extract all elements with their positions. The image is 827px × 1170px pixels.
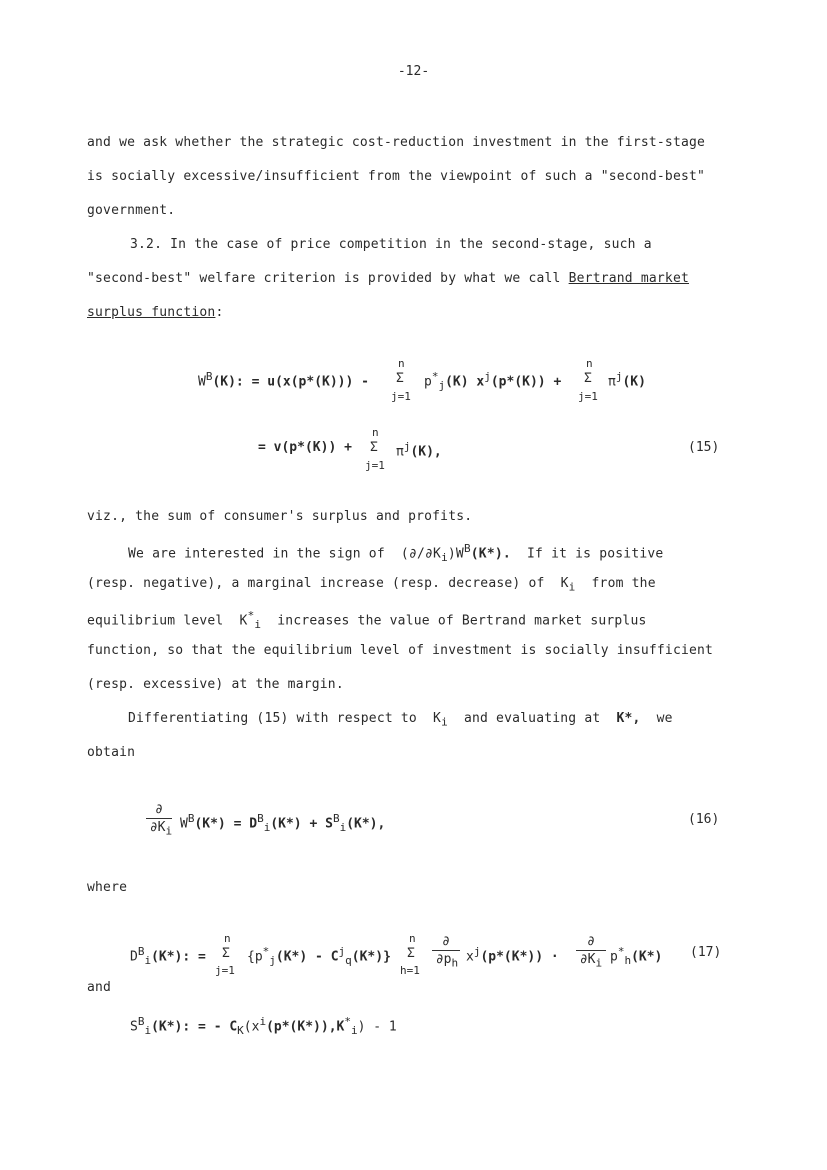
eq15-term1-rest: (K) x: [445, 374, 485, 390]
eqS-rest3: ) - 1: [357, 1019, 397, 1035]
fraction-bar: [146, 818, 172, 819]
sub: i: [595, 956, 603, 970]
sup: B: [332, 812, 340, 825]
sum-bottom: j=1: [391, 390, 411, 403]
symbol-W: W: [180, 816, 188, 832]
term-bertrand-market: Bertrand market: [568, 271, 690, 286]
sup: i: [259, 1015, 267, 1028]
sub: K: [237, 1023, 244, 1037]
sub: i: [339, 820, 347, 834]
sup: *: [617, 945, 625, 958]
fraction-bar: [576, 950, 606, 951]
symbol-p: p: [610, 949, 618, 965]
eq17-x: [466, 945, 559, 964]
text-span: "second-best" welfare criterion is provided by what we call: [87, 271, 561, 286]
eqS: [130, 1015, 397, 1037]
sum-symbol: Σ: [370, 440, 378, 455]
symbol-W: W: [198, 374, 206, 390]
eq17-ph-rest: (K*): [631, 949, 663, 965]
eq16-body: [180, 812, 385, 834]
sum-symbol: Σ: [222, 946, 230, 961]
sup: *: [344, 1015, 351, 1028]
eq17-bracket: [247, 945, 391, 967]
sup: j: [484, 370, 491, 383]
math: K: [560, 576, 569, 591]
eq16-d-rest: (K*) + S: [270, 816, 333, 832]
symbol-pi: π: [608, 374, 616, 390]
text-and: and: [87, 980, 112, 995]
text-line: is socially excessive/insufficient from the viewpoint of such a "second-best": [87, 169, 706, 184]
symbol-D: D: [130, 949, 138, 965]
sub: j: [438, 378, 446, 392]
sum-bottom: j=1: [215, 964, 235, 977]
sup: B: [187, 812, 195, 825]
text-line: [87, 305, 223, 320]
text-line: [128, 542, 663, 564]
sum-top: n: [398, 357, 405, 370]
text-line: viz., the sum of consumer's surplus and profits.: [87, 509, 473, 524]
symbol-x: x: [466, 949, 474, 965]
sum-top: n: [372, 426, 379, 439]
eq15-line2-lhs: = v(p*(K)) +: [258, 440, 352, 455]
sum-symbol: Σ: [407, 946, 415, 961]
den: ∂K: [149, 820, 166, 835]
bracket-p: {p: [247, 949, 263, 965]
eq17-end: (K*)}: [351, 949, 391, 965]
sup: j: [473, 945, 481, 958]
text-line: [87, 271, 689, 286]
sub: q: [345, 953, 352, 967]
eq15-lhs-arg: (K): = u(x(p*(K))) -: [212, 374, 369, 390]
fraction-denominator: [574, 952, 608, 970]
math: K: [239, 613, 248, 629]
text-span: (resp. negative), a marginal increase (resp. decrease) of: [87, 576, 545, 591]
sub: i: [254, 617, 262, 631]
sub: i: [441, 715, 448, 729]
sub: h: [624, 953, 632, 967]
eqS-lhs-rest: (K*): = - C: [151, 1019, 238, 1035]
sup: B: [137, 945, 145, 958]
fraction-denominator: [144, 820, 178, 838]
sum-top: n: [586, 357, 593, 370]
symbol-S: S: [130, 1019, 138, 1035]
text-line: 3.2. In the case of price competition in the second-stage, such a: [130, 237, 652, 252]
text-line: obtain: [87, 745, 136, 760]
sum-top: n: [224, 932, 231, 945]
sup: *: [247, 609, 255, 622]
sum-bottom: j=1: [365, 459, 385, 472]
sub: h: [451, 956, 459, 970]
text-span: If it is positive: [526, 546, 664, 562]
eq15-term1-rest2: (p*(K)) +: [490, 374, 562, 390]
sub: i: [568, 580, 576, 594]
sup: B: [463, 542, 471, 555]
text-span: increases the value of Bertrand market surplus: [277, 613, 647, 629]
fraction-denominator: [430, 952, 464, 970]
text-where: where: [87, 880, 128, 895]
sup: j: [403, 440, 411, 453]
sup: j: [338, 945, 346, 958]
text-span: We are interested in the sign of: [128, 546, 385, 562]
sub: j: [269, 953, 276, 967]
text-line: function, so that the equilibrium level of investment is socially insufficient: [87, 643, 714, 658]
text-span: Differentiating (15) with respect to: [128, 711, 417, 726]
math: )W: [447, 546, 464, 562]
eq15-term2: [608, 370, 646, 389]
sup: B: [257, 812, 264, 825]
fraction-numerator: ∂: [587, 934, 595, 949]
eqS-rest2: (p*(K*)),K: [266, 1019, 345, 1035]
sum-top: n: [409, 932, 416, 945]
colon: :: [215, 305, 224, 320]
math: K: [433, 711, 442, 726]
sub: i: [144, 953, 152, 967]
sup: B: [137, 1015, 145, 1028]
math: K*,: [616, 711, 641, 726]
equation-number-16: (16): [688, 812, 720, 827]
term-surplus-function: surplus function: [87, 305, 216, 320]
text-span: equilibrium level: [87, 613, 224, 629]
den: ∂p: [435, 952, 452, 967]
sub: i: [263, 820, 271, 834]
page-number: -12-: [397, 64, 430, 79]
eq17-lhs: [130, 945, 206, 967]
sub: i: [441, 550, 448, 564]
eq15-line2-rest: (K),: [410, 444, 442, 460]
math: (∂/∂K: [400, 546, 442, 562]
symbol-p: p: [424, 374, 432, 390]
eq17-lhs-rest: (K*): =: [151, 949, 206, 965]
equation-number-15: (15): [688, 440, 720, 455]
text-line: [87, 609, 647, 631]
eq17-x-rest: (p*(K*)) ·: [480, 949, 559, 965]
eq15-line2-term: [396, 440, 442, 459]
sum-bottom: j=1: [578, 390, 598, 403]
equation-number-17: (17): [690, 945, 722, 960]
sum-symbol: Σ: [584, 371, 592, 386]
den: ∂K: [579, 952, 596, 967]
text-line: and we ask whether the strategic cost-reduction investment in the first-stage: [87, 135, 706, 150]
sum-bottom: h=1: [400, 964, 420, 977]
sup: *: [431, 370, 439, 383]
eq15-term2-rest: (K): [622, 374, 646, 390]
fraction-numerator: ∂: [442, 934, 450, 949]
sub: i: [144, 1023, 152, 1037]
text-span: from the: [591, 576, 656, 591]
sum-symbol: Σ: [396, 371, 404, 386]
text-line: [87, 576, 656, 594]
eq16-rest: (K*) = D: [194, 816, 258, 832]
eq17-ph: [610, 945, 662, 967]
sup: *: [262, 945, 270, 958]
eq15-term1: [424, 370, 561, 392]
text-line: government.: [87, 203, 176, 218]
sup: j: [615, 370, 623, 383]
eqS-rest: (x: [243, 1019, 260, 1035]
sub: i: [165, 824, 173, 838]
math: (K*).: [470, 546, 511, 562]
sub: i: [350, 1023, 358, 1037]
eq15-lhs: [198, 370, 369, 389]
text-span: and evaluating at: [463, 711, 601, 726]
sup: B: [205, 370, 213, 383]
text-line: [128, 711, 673, 729]
eq17-mid: (K*) - C: [275, 949, 339, 965]
symbol-pi: π: [396, 444, 404, 460]
eq16-s-rest: (K*),: [346, 816, 386, 832]
fraction-bar: [432, 950, 460, 951]
text-span: we: [656, 711, 673, 726]
fraction-numerator: ∂: [155, 802, 163, 817]
text-line: (resp. excessive) at the margin.: [87, 677, 344, 692]
